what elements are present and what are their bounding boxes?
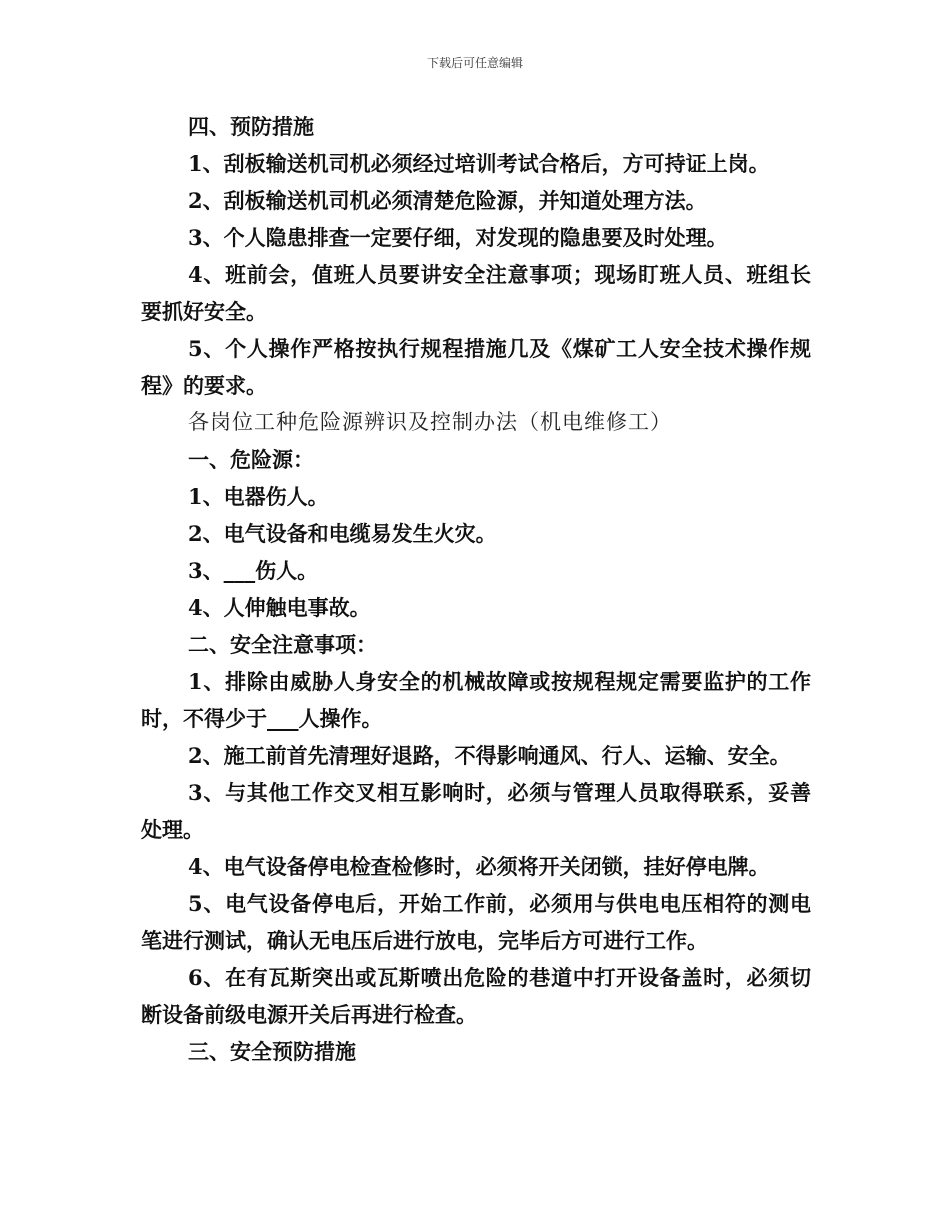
section-heading-hazards: 一、危险源： <box>188 447 314 472</box>
list-item: 2、电气设备和电缆易发生火灾。 <box>188 521 497 546</box>
document-subtitle: 各岗位工种危险源辨识及控制办法（机电维修工） <box>188 410 672 434</box>
section-heading-prevention: 四、预防措施 <box>188 114 314 139</box>
list-item: 4、电气设备停电检查检修时，必须将开关闭锁，挂好停电牌。 <box>188 854 770 879</box>
list-item: 6、在有瓦斯突出或瓦斯喷出危险的巷道中打开设备盖时，必须切断设备前级电源开关后再进行检查。 <box>141 965 811 1027</box>
document-body <box>141 108 811 1070</box>
list-item: 1、排除由威胁人身安全的机械故障或按规程规定需要监护的工作时，不得少于___人操作。 <box>141 669 811 731</box>
list-item: 4、班前会，值班人员要讲安全注意事项；现场盯班人员、班组长要抓好安全。 <box>141 262 811 324</box>
section-heading-safety-measures: 三、安全预防措施 <box>188 1039 356 1064</box>
page-header: 下载后可任意编辑 <box>426 56 523 70</box>
list-item: 2、刮板输送机司机必须清楚危险源，并知道处理方法。 <box>188 188 707 213</box>
list-item: 3、个人隐患排查一定要仔细，对发现的隐患要及时处理。 <box>188 225 728 250</box>
list-item: 1、电器伤人。 <box>188 484 329 509</box>
list-item: 3、___伤人。 <box>188 558 319 583</box>
list-item: 2、施工前首先清理好退路，不得影响通风、行人、运输、安全。 <box>188 743 791 768</box>
list-item: 5、电气设备停电后，开始工作前，必须用与供电电压相符的测电笔进行测试，确认无电压后进行放电，完毕后方可进行工作。 <box>141 891 811 953</box>
list-item: 1、刮板输送机司机必须经过培训考试合格后，方可持证上岗。 <box>188 151 770 176</box>
section-heading-safety-notes: 二、安全注意事项： <box>188 632 377 657</box>
list-item: 5、个人操作严格按执行规程措施几及《煤矿工人安全技术操作规程》的要求。 <box>141 336 811 398</box>
list-item: 3、与其他工作交叉相互影响时，必须与管理人员取得联系，妥善处理。 <box>141 780 811 842</box>
list-item: 4、人伸触电事故。 <box>188 595 371 620</box>
